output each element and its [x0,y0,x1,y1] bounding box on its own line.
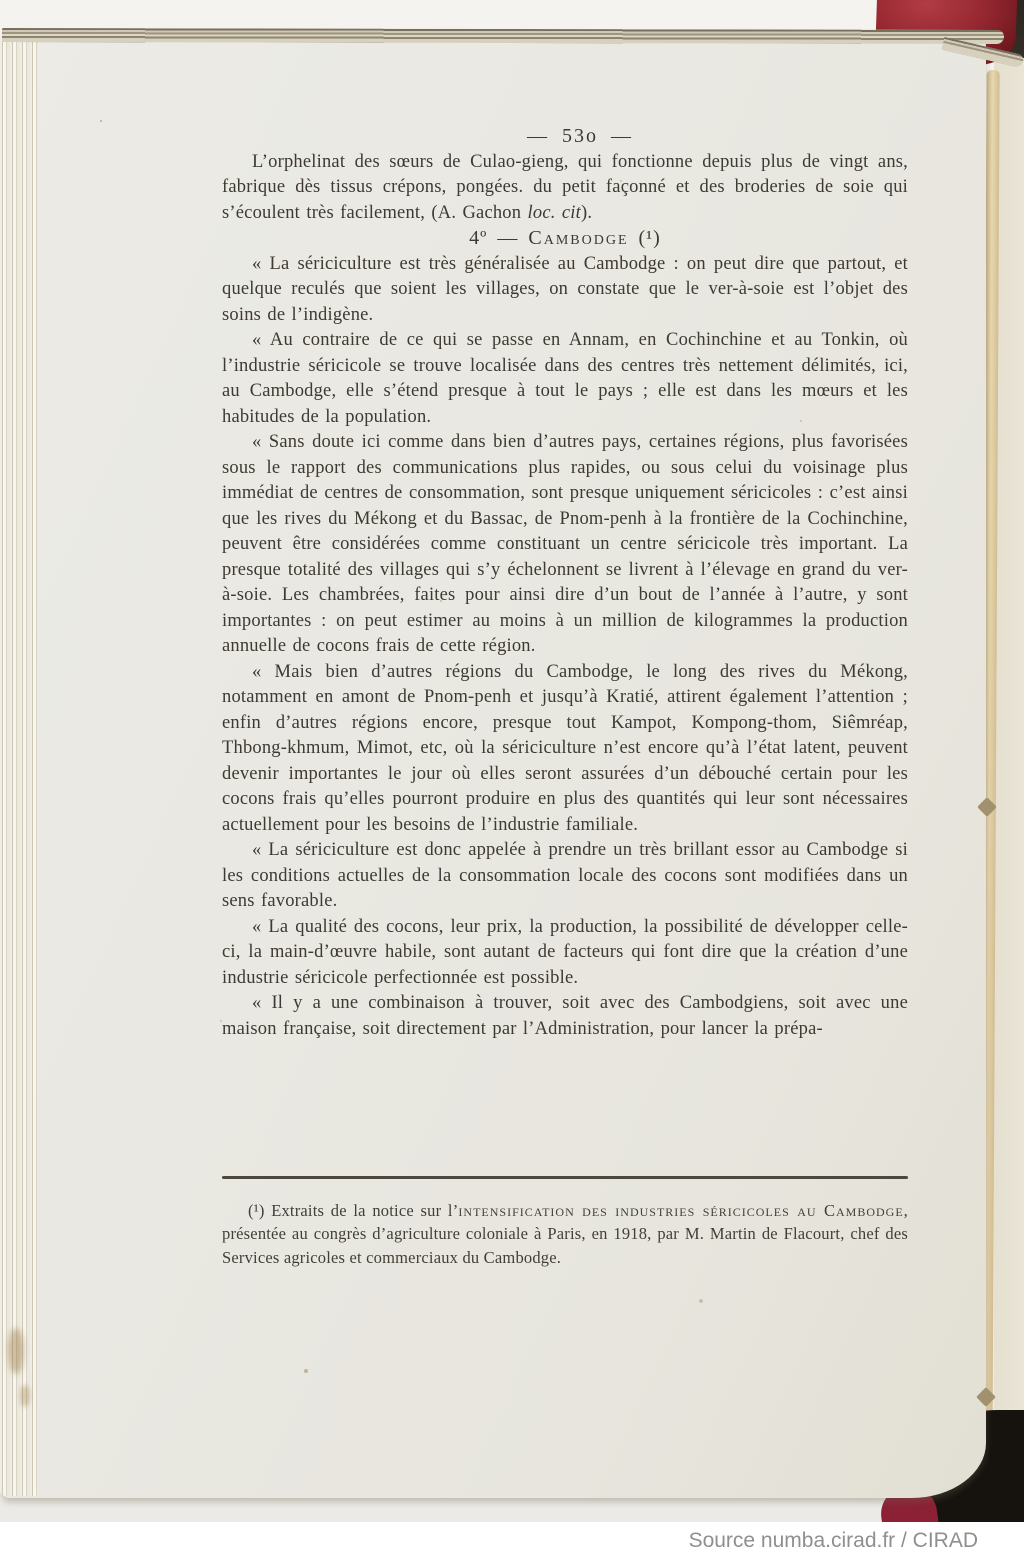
section-note-ref: (¹) [628,227,661,249]
paragraph: « La sériciculture est très généralisée au Cambodge : on peut dire que partout, et quelque reculés que soient les villages, on constate que le ver-à-soie est l’objet des soins de l’indigène. [222,253,908,325]
page-stack-top-edges [2,28,1004,44]
paragraph: « Mais bien d’autres régions du Cambodge, le long des rives du Mékong, notamment en amont de Pnom-penh et jusqu’à Kratié, attirent également l’attention ; enfin d’autres régions encore, presque tout Kampot, Kompong-thom, Siêmréap, Thbong-khmum, Mimot, etc, où la sériciculture n’est encore qu’à l’état latent, peuvent devenir importantes le jour où elles seront assurées d’un débouché certain pour les cocons frais qu’elles pourront produire en plus des quantités qui leur sont nécessaires actuellement pour les besoins de l’industrie familiale. [222,661,908,835]
printed-text-block [222,124,908,1042]
section-separator: — [487,227,529,249]
paragraph: « Il y a une combinaison à trouver, soit avec des Cambodgiens, soit avec une maison française, soit directement par l’Administration, pour lancer la prépa- [222,993,908,1039]
source-credit-text: Source numba.cirad.fr / CIRAD [688,1529,978,1552]
footnote-pre: Extraits de la notice sur l’ [264,1200,459,1220]
section-heading [222,226,908,252]
paragraph-intro-text: L’orphelinat des sœurs de Culao-gieng, qui fonctionne depuis plus de vingt ans, fabrique dès tissus crépons, pongées. du petit façonné et des broderies de soie qui s’écoulent très facilement, (A. Gachon [222,151,908,223]
page-number: — 53o — [527,125,633,147]
section-title: Cambodge [528,227,629,249]
paragraph-intro-italic: loc. cit [527,202,581,223]
footnote-text [222,1199,908,1270]
footnote-block [222,1176,908,1269]
paragraph: « La sériciculture est donc appelée à prendre un très brillant essor au Cambodge si les conditions actuelles de la consommation locale des cocons sont modifiées dans un sens favorable. [222,840,908,911]
paragraph: « Sans doute ici comme dans bien d’autres pays, certaines régions, plus favorisées sous le rapport des communications plus rapides, ou sous celui du voisinage plus immédiat de centres de consommation, sont presque uniquement séricicoles : c’est ainsi que les rives du Mékong et du Bassac, de Pnom-penh à la frontière de la Cochinchine, peuvent être considérées comme constituant un centre séricicole très important. La presque totalité des villages qui s’y échelonnent se livrent à l’élevage en grand du ver-à-soie. Les chambrées, faites pour ainsi dire d’un bout de l’année à l’autre, y sont importantes : on peut estimer au moins à un million de kilogrammes la production annuelle de cocons frais de cette région. [222,432,908,656]
source-credit-bar [0,1522,1024,1560]
foxing-stain [20,1385,30,1407]
footnote-marker: (¹) [248,1200,265,1220]
foxing-stain [8,1328,24,1374]
paragraph-intro [222,150,908,227]
paragraph-intro-end: ). [580,202,593,223]
footnote-smallcaps: intensification des industries séricicoles au Cambodge [458,1200,904,1220]
paper-speckles [100,120,102,122]
section-number: 4º [469,227,488,249]
page-stack-left-edges [0,40,38,1496]
footnote-post: , présentée au congrès d’agriculture coloniale à Paris, en 1918, par M. Martin de Flacourt, chef des Services agricoles et commerciaux du Cambodge. [222,1200,908,1267]
footnote-separator-rule [222,1176,908,1179]
paragraph: « La qualité des cocons, leur prix, la production, la possibilité de développer celle-ci, la main-d’œuvre habile, sont autant de facteurs qui font dire que la création d’une industrie séricicole perfectionnée est possible. [222,916,908,988]
paragraph: « Au contraire de ce qui se passe en Annam, en Cochinchine et au Tonkin, où l’industrie séricicole se trouve localisée dans des centres très nettement délimités, ici, au Cambodge, elle s’étend presque à tout le pays ; elle est dans les mœurs et les habitudes de la population. [222,330,908,427]
